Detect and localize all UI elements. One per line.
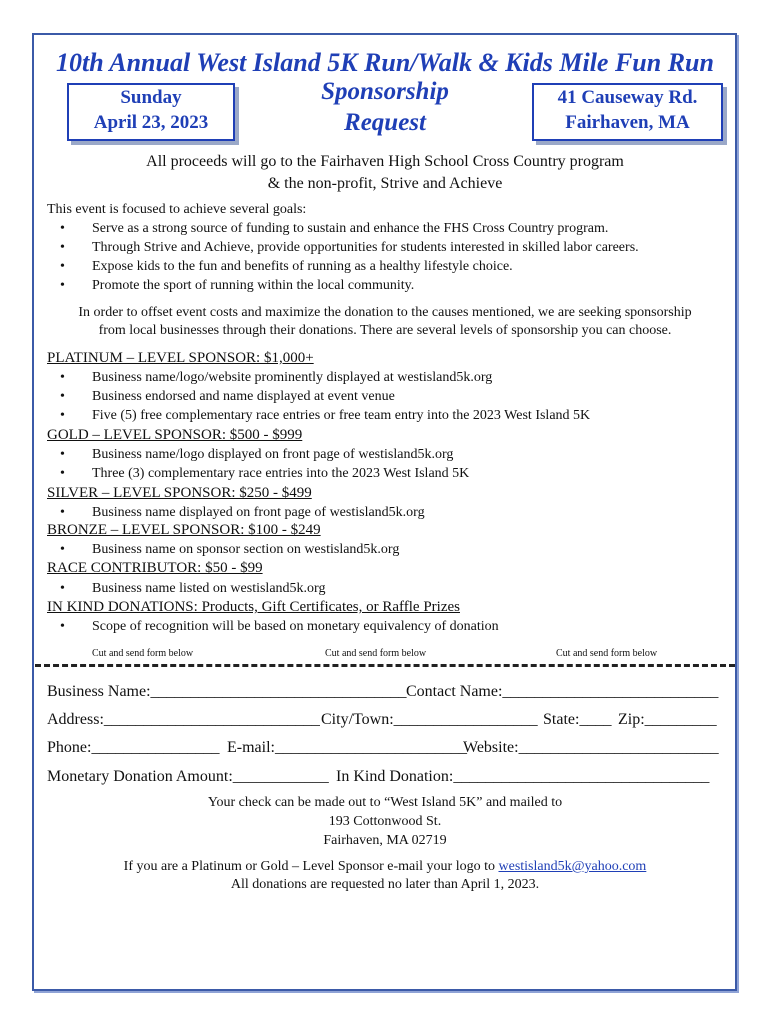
proceeds-line2: & the non-profit, Strive and Achieve bbox=[267, 175, 503, 192]
offset-line1: In order to offset event costs and maximize the donation to the causes mentioned, we are seeking sponsorship bbox=[78, 305, 692, 320]
platinum-benefit: • Business name/logo/website prominently displayed at westisland5k.org bbox=[67, 370, 467, 386]
goal-item: • Serve as a strong source of funding to sustain and enhance the FHS Cross Country program. bbox=[67, 221, 583, 237]
gold-benefit: • Business name/logo displayed on front page of westisland5k.org bbox=[67, 447, 428, 463]
monetary-donation-field[interactable]: Monetary Donation Amount:____________ bbox=[47, 768, 329, 785]
email-field[interactable]: E-mail:________________________ bbox=[227, 739, 467, 756]
deadline-text: All donations are requested no later than April 1, 2023. bbox=[230, 877, 540, 892]
date-day: Sunday bbox=[120, 87, 182, 108]
event-title: 10th Annual West Island 5K Run/Walk & Kids Mile Fun Run bbox=[56, 48, 714, 77]
zip-field[interactable]: Zip:_________ bbox=[618, 711, 717, 728]
subtitle-request: Request bbox=[344, 109, 426, 136]
race-contributor-benefit: • Business name listed on westisland5k.org bbox=[67, 581, 300, 597]
platinum-benefit: • Five (5) free complementary race entries or free team entry into the 2023 West Island 5K bbox=[67, 408, 565, 424]
goal-item: • Expose kids to the fun and benefits of running as a healthy lifestyle choice. bbox=[67, 259, 488, 275]
date-box bbox=[67, 83, 235, 141]
platinum-benefit: • Business endorsed and name displayed at event venue bbox=[67, 389, 370, 405]
proceeds-line1: All proceeds will go to the Fairhaven High School Cross Country program bbox=[146, 153, 624, 170]
address-field[interactable]: Address:___________________________ bbox=[47, 711, 320, 728]
location-city: Fairhaven, MA bbox=[565, 112, 690, 133]
email-link[interactable]: westisland5k@yahoo.com bbox=[498, 859, 647, 874]
business-name-field[interactable]: Business Name:________________________________ bbox=[47, 683, 407, 700]
logo-instructions-text: If you are a Platinum or Gold – Level Sponsor e-mail your logo to bbox=[123, 859, 495, 874]
platinum-level-heading: PLATINUM – LEVEL SPONSOR: $1,000+ bbox=[47, 350, 314, 366]
race-contributor-heading: RACE CONTRIBUTOR: $50 - $99 bbox=[47, 560, 263, 576]
state-field[interactable]: State:____ bbox=[543, 711, 612, 728]
location-street: 41 Causeway Rd. bbox=[557, 87, 698, 108]
cut-label: Cut and send form below bbox=[92, 648, 194, 659]
bronze-benefit: • Business name on sponsor section on westisland5k.org bbox=[67, 542, 374, 558]
phone-field[interactable]: Phone:________________ bbox=[47, 739, 220, 756]
bronze-level-heading: BRONZE – LEVEL SPONSOR: $100 - $249 bbox=[47, 522, 321, 538]
mailing-street: 193 Cottonwood St. bbox=[328, 814, 442, 829]
location-box bbox=[532, 83, 723, 141]
cut-label: Cut and send form below bbox=[325, 648, 427, 659]
date-full: April 23, 2023 bbox=[93, 112, 209, 133]
inkind-benefit: • Scope of recognition will be based on monetary equivalency of donation bbox=[67, 619, 474, 635]
silver-benefit: • Business name displayed on front page of westisland5k.org bbox=[67, 505, 400, 521]
goal-item: • Promote the sport of running within the local community. bbox=[67, 278, 389, 294]
silver-level-heading: SILVER – LEVEL SPONSOR: $250 - $499 bbox=[47, 485, 312, 501]
website-field[interactable]: Website:_________________________ bbox=[463, 739, 719, 756]
goals-intro: This event is focused to achieve several goals: bbox=[47, 202, 307, 217]
inkind-donations-heading: IN KIND DONATIONS: Products, Gift Certificates, or Raffle Prizes bbox=[47, 599, 460, 615]
contact-name-field[interactable]: Contact Name:___________________________ bbox=[406, 683, 719, 700]
mailing-line1: Your check can be made out to “West Island 5K” and mailed to bbox=[207, 795, 563, 810]
gold-level-heading: GOLD – LEVEL SPONSOR: $500 - $999 bbox=[47, 427, 303, 443]
cut-label: Cut and send form below bbox=[556, 648, 658, 659]
inkind-donation-field[interactable]: In Kind Donation:________________________________ bbox=[336, 768, 710, 785]
mailing-city: Fairhaven, MA 02719 bbox=[323, 833, 447, 848]
gold-benefit: • Three (3) complementary race entries into the 2023 West Island 5K bbox=[67, 466, 444, 482]
subtitle-sponsorship: Sponsorship bbox=[321, 78, 449, 105]
cut-line bbox=[35, 664, 735, 667]
goal-item: • Through Strive and Achieve, provide opportunities for students interested in skilled labor careers. bbox=[67, 240, 614, 256]
logo-instructions bbox=[0, 859, 770, 875]
city-field[interactable]: City/Town:__________________ bbox=[321, 711, 538, 728]
offset-line2: from local businesses through their donations. There are several levels of sponsorship you can choose. bbox=[98, 323, 672, 338]
